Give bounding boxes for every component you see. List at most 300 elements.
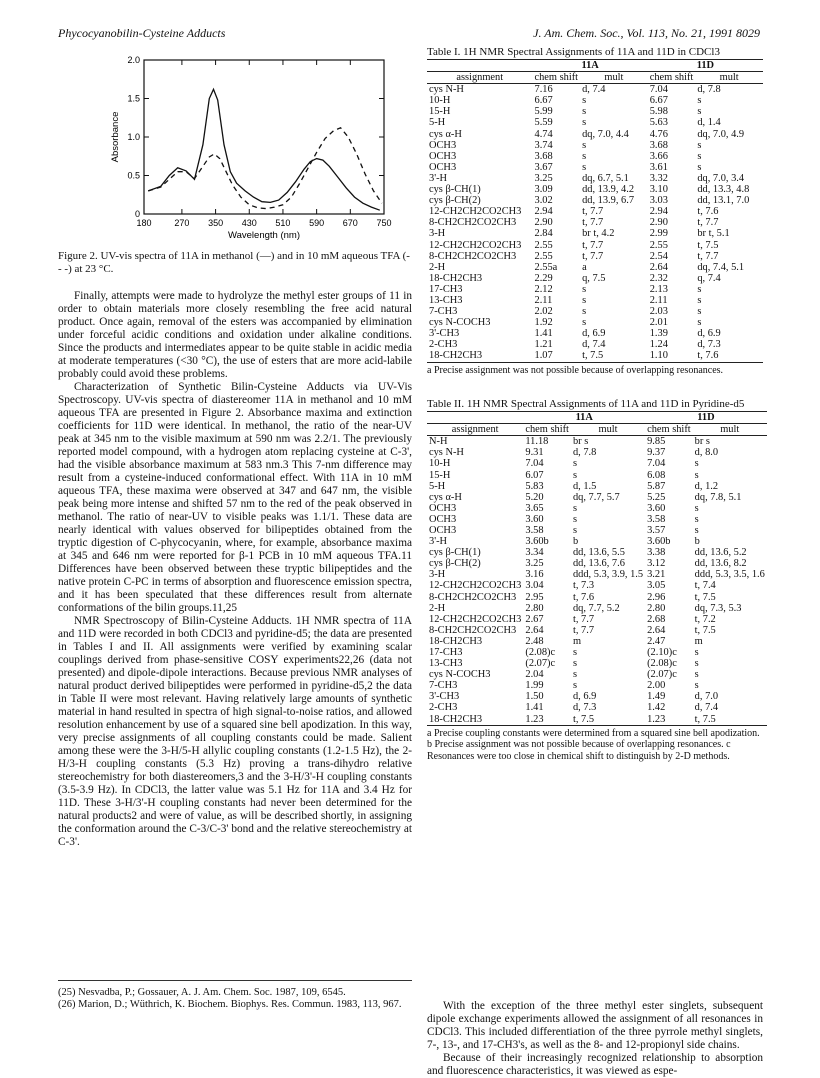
table2-group-11a: 11A	[523, 412, 645, 424]
shift-cell: 2.00	[647, 680, 666, 692]
mult-cell: d, 8.0	[694, 447, 719, 459]
assignment-cell: 3'-CH3	[429, 691, 460, 703]
mult-cell: t, 7.7	[697, 250, 719, 262]
table-row	[427, 151, 763, 162]
shift-cell: 2.11	[649, 294, 668, 306]
shift-cell: 1.42	[647, 702, 666, 714]
mult-cell: t, 7.7	[582, 206, 604, 218]
shift-cell: 5.87	[647, 480, 666, 492]
assignment-cell: 5-H	[429, 480, 446, 492]
shift-cell: 7.16	[534, 84, 553, 96]
mult-cell: dd, 13.1, 7.0	[697, 195, 750, 207]
shift-cell: 3.60b	[525, 536, 549, 548]
series-methanol-line	[148, 89, 380, 210]
shift-cell: 2.54	[649, 250, 668, 262]
y-axis-label: Absorbance	[110, 111, 121, 163]
assignment-cell: 12-CH2CH2CO2CH3	[429, 613, 522, 625]
mult-cell: dd, 13.6, 7.6	[572, 558, 625, 570]
shift-cell: 6.08	[647, 469, 666, 481]
shift-cell: 5.63	[649, 117, 668, 129]
table1-col-shift-11d: chem shift	[649, 72, 694, 84]
shift-cell: 3.58	[647, 513, 666, 525]
mult-cell: m	[694, 635, 703, 647]
mult-cell: dq, 7.4, 5.1	[697, 261, 745, 273]
assignment-cell: 15-H	[429, 469, 451, 481]
table-row	[427, 481, 767, 492]
mult-cell: s	[582, 95, 587, 107]
assignment-cell: OCH3	[429, 524, 457, 536]
table-row	[427, 206, 763, 217]
shift-cell: 5.98	[649, 106, 668, 118]
table-row	[427, 262, 763, 273]
mult-cell: s	[697, 95, 702, 107]
shift-cell: 3.68	[649, 139, 668, 151]
table-row	[427, 714, 767, 726]
assignment-cell: 3'-CH3	[429, 328, 460, 340]
mult-cell: d, 1.2	[694, 480, 719, 492]
mult-cell: t, 7.4	[694, 580, 716, 592]
x-axis-label: Wavelength (nm)	[228, 230, 300, 241]
mult-cell: s	[697, 306, 702, 318]
running-head-right: J. Am. Chem. Soc., Vol. 113, No. 21, 1991 8029	[533, 26, 760, 40]
shift-cell: 1.99	[525, 680, 544, 692]
shift-cell: 3.21	[647, 569, 666, 581]
body-paragraph: With the exception of the three methyl ester singlets, subsequent dipole exchange experiments allowed the assignment of all resonances in CDCl3. This included differentiation of the three pyrrole methyl singlets, 7-, 13-, and 17-CH3's, as well as the 8- and 12-propionyl side chains.	[427, 1000, 763, 1051]
shift-cell: 3.16	[525, 569, 544, 581]
mult-cell: dq, 7.7, 5.2	[572, 602, 620, 614]
y-tick-label: 0.5	[127, 170, 140, 181]
table2-col-shift-11d: chem shift	[647, 424, 691, 436]
mult-cell: b	[694, 536, 700, 548]
x-tick-label: 350	[208, 218, 224, 228]
shift-cell: 2.64	[647, 624, 666, 636]
assignment-cell: 8-CH2CH2CO2CH3	[429, 217, 517, 229]
table-row	[427, 547, 767, 558]
assignment-cell: 17-CH3	[429, 283, 463, 295]
mult-cell: dq, 7.7, 5.7	[572, 491, 620, 503]
mult-cell: t, 7.5	[694, 591, 716, 603]
table-row	[427, 240, 763, 251]
x-tick-label: 180	[136, 218, 152, 228]
mult-cell: s	[582, 294, 587, 306]
table-row	[427, 173, 763, 184]
shift-cell: 3.66	[649, 150, 668, 162]
mult-cell: t, 7.6	[695, 350, 763, 362]
assignment-cell: cys N-H	[429, 447, 464, 459]
table-row	[427, 625, 767, 636]
assignment-cell: cys α-H	[429, 128, 462, 140]
mult-cell: t, 7.6	[697, 206, 719, 218]
table-row	[427, 636, 767, 647]
mult-cell: dq, 7.3, 5.3	[694, 602, 742, 614]
mult-cell: s	[697, 150, 702, 162]
mult-cell: d, 7.8	[572, 447, 597, 459]
mult-cell: dd, 13.3, 4.8	[697, 184, 750, 196]
x-tick-label: 270	[174, 218, 190, 228]
mult-cell: d, 7.8	[697, 84, 721, 96]
table-row	[427, 503, 767, 514]
mult-cell: dq, 6.7, 5.1	[582, 172, 629, 184]
assignment-cell: 7-CH3	[429, 306, 458, 318]
shift-cell: 4.76	[649, 128, 668, 140]
mult-cell: d, 7.3	[697, 339, 721, 351]
plot-frame	[144, 60, 384, 214]
assignment-cell: cys β-CH(2)	[429, 195, 481, 207]
shift-cell: 9.31	[525, 447, 544, 459]
table-row	[427, 658, 767, 669]
shift-cell: 2.48	[525, 635, 544, 647]
shift-cell: 1.10	[648, 350, 696, 362]
shift-cell: 2.64	[525, 624, 544, 636]
mult-cell: dq, 7.0, 3.4	[697, 172, 745, 184]
figure-caption: Figure 2. UV-vis spectra of 11A in methanol (—) and in 10 mM aqueous TFA (- - -) at 23 °C.	[58, 250, 410, 275]
shift-cell: 3.05	[647, 580, 666, 592]
table-row	[427, 117, 763, 128]
y-tick-label: 2.0	[127, 55, 140, 65]
shift-cell: 4.74	[534, 128, 553, 140]
shift-cell: 2.02	[534, 306, 553, 318]
mult-cell: s	[694, 524, 699, 536]
table-row	[427, 647, 767, 658]
mult-cell: t, 7.7	[572, 624, 595, 636]
assignment-cell: 3-H	[429, 569, 446, 581]
table-row	[427, 184, 763, 195]
references	[58, 980, 412, 1011]
table-row	[427, 106, 763, 117]
shift-cell: 1.21	[534, 339, 553, 351]
shift-cell: 3.10	[649, 184, 668, 196]
mult-cell: t, 7.3	[572, 580, 595, 592]
shift-cell: 5.25	[647, 491, 666, 503]
shift-cell: 3.68	[534, 150, 553, 162]
mult-cell: d, 6.9	[697, 328, 721, 340]
mult-cell: s	[572, 469, 577, 481]
mult-cell: s	[694, 647, 699, 658]
mult-cell: s	[582, 161, 587, 173]
shift-cell: 1.23	[523, 714, 571, 726]
shift-cell: 1.24	[649, 339, 668, 351]
mult-cell: t, 7.7	[582, 239, 604, 251]
mult-cell: s	[572, 647, 577, 658]
mult-cell: s	[582, 150, 587, 162]
table1-group-11d: 11D	[648, 60, 763, 72]
table-row	[427, 569, 767, 580]
mult-cell: s	[697, 317, 702, 329]
assignment-cell: 13-CH3	[429, 658, 463, 670]
table-row	[427, 514, 767, 525]
shift-cell: 2.11	[534, 294, 553, 306]
shift-cell: 2.84	[534, 228, 553, 240]
y-tick-label: 1.5	[127, 93, 140, 104]
shift-cell: 1.07	[533, 350, 581, 362]
assignment-cell: OCH3	[429, 150, 457, 162]
x-tick-label: 750	[376, 218, 392, 228]
mult-cell: s	[694, 469, 699, 481]
assignment-cell: 2-H	[429, 261, 446, 273]
mult-cell: s	[572, 680, 577, 692]
mult-cell: s	[694, 680, 699, 692]
table2-title: Table II. 1H NMR Spectral Assignments of 11A and 11D in Pyridine-d5	[427, 398, 745, 411]
assignment-cell: 12-CH2CH2CO2CH3	[429, 580, 522, 592]
table2	[427, 411, 767, 726]
shift-cell: (2.10)c	[647, 647, 677, 658]
assignment-cell: 2-CH3	[429, 702, 458, 714]
shift-cell: 3.60	[525, 513, 544, 525]
table-row	[427, 525, 767, 536]
shift-cell: (2.07)c	[525, 658, 556, 670]
shift-cell: 7.04	[647, 458, 666, 470]
shift-cell: 6.67	[649, 95, 668, 107]
mult-cell: d, 6.9	[582, 328, 606, 340]
shift-cell: 2.55	[534, 250, 553, 262]
shift-cell: 3.34	[525, 547, 544, 559]
table2-col-mult-11d: mult	[693, 424, 767, 436]
shift-cell: 5.20	[525, 491, 544, 503]
table-row	[427, 614, 767, 625]
assignment-cell: cys β-CH(1)	[429, 184, 481, 196]
assignment-cell: 2-CH3	[429, 339, 458, 351]
mult-cell: d, 7.4	[582, 339, 606, 351]
shift-cell: 1.41	[534, 328, 553, 340]
assignment-cell: 13-CH3	[429, 294, 463, 306]
shift-cell: 2.95	[525, 591, 544, 603]
shift-cell: 2.96	[647, 591, 666, 603]
tables-column	[427, 46, 763, 762]
mult-cell: dd, 13.6, 5.5	[572, 547, 625, 559]
mult-cell: t, 7.2	[694, 613, 716, 625]
assignment-cell: 15-H	[429, 106, 451, 118]
mult-cell: s	[582, 106, 587, 118]
shift-cell: 2.55a	[534, 261, 558, 273]
mult-cell: d, 7.4	[694, 702, 719, 714]
mult-cell: s	[697, 139, 702, 151]
shift-cell: 2.64	[649, 261, 668, 273]
shift-cell: 3.61	[649, 161, 668, 173]
assignment-cell: 18-CH2CH3	[429, 272, 483, 284]
shift-cell: 2.90	[534, 217, 553, 229]
table-row	[427, 140, 763, 151]
table1-group-11a: 11A	[533, 60, 648, 72]
mult-cell: t, 7.5	[693, 714, 767, 726]
mult-cell: s	[572, 458, 577, 470]
shift-cell: 3.25	[534, 172, 553, 184]
table-row	[427, 492, 767, 503]
mult-cell: br s	[694, 436, 710, 448]
mult-cell: dd, 13.6, 8.2	[694, 558, 747, 570]
table-row	[427, 195, 763, 206]
table-row	[427, 447, 767, 458]
assignment-cell: 8-CH2CH2CO2CH3	[429, 624, 517, 636]
mult-cell: s	[582, 317, 587, 329]
mult-cell: s	[572, 513, 577, 525]
mult-cell: s	[697, 283, 702, 295]
mult-cell: s	[572, 502, 577, 514]
mult-cell: d, 7.3	[572, 702, 597, 714]
shift-cell: 2.80	[525, 602, 544, 614]
table-row	[427, 470, 767, 481]
mult-cell: s	[572, 669, 577, 681]
table-row	[427, 558, 767, 569]
mult-cell: a	[582, 261, 587, 273]
mult-cell: dd, 13.9, 6.7	[582, 195, 635, 207]
assignment-cell: cys α-H	[429, 491, 462, 503]
mult-cell: q, 7.5	[582, 272, 606, 284]
mult-cell: dq, 7.0, 4.4	[582, 128, 629, 140]
mult-cell: t, 7.7	[697, 217, 719, 229]
y-tick-label: 1.0	[127, 132, 140, 142]
shift-cell: 2.55	[534, 239, 553, 251]
table-row	[427, 228, 763, 239]
table-row	[427, 339, 763, 350]
series-tfa-line	[148, 128, 382, 209]
mult-cell: br t, 4.2	[582, 228, 615, 240]
mult-cell: s	[582, 306, 587, 318]
assignment-cell: 17-CH3	[429, 647, 463, 658]
assignment-cell: 18-CH2CH3	[429, 635, 483, 647]
mult-cell: t, 7.5	[697, 239, 719, 251]
assignment-cell: 8-CH2CH2CO2CH3	[429, 591, 517, 603]
assignment-cell: 3-H	[429, 228, 446, 240]
assignment-cell: 10-H	[429, 95, 451, 107]
mult-cell: t, 7.5	[580, 350, 648, 362]
assignment-cell: cys β-CH(1)	[429, 547, 481, 559]
shift-cell: 2.47	[647, 635, 666, 647]
shift-cell: 5.83	[525, 480, 544, 492]
mult-cell: dd, 13.9, 4.2	[582, 184, 635, 196]
assignment-cell: OCH3	[429, 513, 457, 525]
mult-cell: s	[694, 502, 699, 514]
mult-cell: s	[697, 106, 702, 118]
mult-cell: s	[694, 513, 699, 525]
assignment-cell: 2-H	[429, 602, 446, 614]
shift-cell: (2.07)c	[647, 669, 677, 681]
mult-cell: dq, 7.0, 4.9	[697, 128, 745, 140]
table-row	[427, 217, 763, 228]
table-row	[427, 284, 763, 295]
mult-cell: d, 1.4	[697, 117, 721, 129]
x-tick-label: 670	[342, 218, 358, 228]
shift-cell: 2.67	[525, 613, 544, 625]
assignment-cell: 18-CH2CH3	[427, 714, 523, 726]
table-row	[427, 162, 763, 173]
mult-cell: br t, 5.1	[697, 228, 730, 240]
table-row	[427, 295, 763, 306]
mult-cell: t, 7.7	[582, 250, 604, 262]
mult-cell: s	[572, 658, 577, 670]
table-row	[427, 273, 763, 284]
assignment-cell: 3'-H	[429, 536, 448, 548]
shift-cell: 2.29	[534, 272, 553, 284]
mult-cell: s	[697, 161, 702, 173]
mult-cell: dq, 7.8, 5.1	[694, 491, 742, 503]
shift-cell: 3.12	[647, 558, 666, 570]
assignment-cell: OCH3	[429, 502, 457, 514]
table2-col-mult: mult	[571, 424, 645, 436]
table1-col-assignment: assignment	[427, 72, 533, 84]
table-row	[427, 680, 767, 691]
shift-cell: 1.41	[525, 702, 544, 714]
x-tick-label: 590	[309, 218, 325, 228]
table-row	[427, 436, 767, 448]
mult-cell: t, 7.5	[571, 714, 645, 726]
body-paragraph: Characterization of Synthetic Bilin-Cysteine Adducts via UV-Vis Spectroscopy. UV-vis spectra of diastereomer 11A in methanol and 10 mM aqueous TFA are presented in Figure 2. Absorbance maxima and extinction coefficients for 11D were identical. In methanol, the ratio of the near-UV peak at 345 nm to the visible maximum at 590 nm was 2.2/1. The previously reported model compound, with a hydrogen atom replacing cysteine at C-3', had the visible absorbance maximum at 583 nm.3 This 7-nm difference may result from a cysteine-induced conformational effect. With 11A in 10 mM aqueous TFA, these maxima were observed at 347 and 647 nm, the visible peak being more intense and shifted 57 nm to the red of the peak observed in methanol. The ratio of near-UV to visible peaks was 1.1/1. These data are nearly identical with values observed for bilipeptides obtained from the tryptic digestion of C-phycocyanin, where, for example, absorbance maxima at 345 and 646 nm were reported for β-1 PCB in 10 mM aqueous TFA.11 Differences have been observed between these tryptic bilipeptides and the native protein C-PC in terms of absorption and fluorescence emission spectra, and it has been speculated that these differences result from alternate conformations of the bilin groups.11,25	[58, 381, 412, 614]
assignment-cell: 10-H	[429, 458, 451, 470]
mult-cell: s	[582, 283, 587, 295]
right-column-text	[427, 1000, 763, 1078]
assignment-cell: 3'-H	[429, 172, 448, 184]
shift-cell: 2.94	[534, 206, 553, 218]
shift-cell: 1.39	[649, 328, 668, 340]
table-row	[427, 317, 763, 328]
mult-cell: br s	[572, 436, 589, 448]
assignment-cell: 5-H	[429, 117, 446, 129]
shift-cell: 3.02	[534, 195, 553, 207]
shift-cell: 1.50	[525, 691, 544, 703]
shift-cell: 2.12	[534, 283, 553, 295]
shift-cell: 3.38	[647, 547, 666, 559]
shift-cell: 3.67	[534, 161, 553, 173]
assignment-cell: OCH3	[429, 161, 457, 173]
assignment-cell: cys N-COCH3	[429, 317, 491, 329]
mult-cell: t, 7.7	[572, 613, 595, 625]
mult-cell: m	[572, 635, 582, 647]
assignment-cell: cys β-CH(2)	[429, 558, 481, 570]
shift-cell: 7.04	[649, 84, 668, 96]
x-tick-label: 510	[275, 218, 291, 228]
shift-cell: 2.13	[649, 283, 668, 295]
table-row	[427, 350, 763, 362]
table-row	[427, 702, 767, 713]
mult-cell: t, 7.6	[572, 591, 595, 603]
table-row	[427, 458, 767, 469]
assignment-cell: cys N-H	[429, 84, 464, 96]
body-paragraph: Because of their increasingly recognized relationship to absorption and fluorescence characteristics, it was viewed as espe-	[427, 1052, 763, 1077]
table-row	[427, 251, 763, 262]
reference-item: (25) Nesvadba, P.; Gossauer, A. J. Am. Chem. Soc. 1987, 109, 6545.	[58, 987, 346, 998]
shift-cell: (2.08)c	[647, 658, 677, 670]
shift-cell: 5.99	[534, 106, 553, 118]
shift-cell: 2.01	[649, 317, 668, 329]
mult-cell: s	[694, 658, 699, 670]
table-row	[427, 306, 763, 317]
shift-cell: 2.94	[649, 206, 668, 218]
mult-cell: ddd, 5.3, 3.5, 1.6	[694, 569, 765, 581]
shift-cell: 9.85	[647, 436, 666, 448]
table-row	[427, 84, 763, 96]
shift-cell: 3.60	[647, 502, 666, 514]
table-row	[427, 603, 767, 614]
shift-cell: 9.37	[647, 447, 666, 459]
shift-cell: 3.09	[534, 184, 553, 196]
table-row	[427, 669, 767, 680]
mult-cell: s	[697, 294, 702, 306]
shift-cell: 3.25	[525, 558, 544, 570]
mult-cell: q, 7.4	[697, 272, 721, 284]
assignment-cell: 12-CH2CH2CO2CH3	[429, 239, 522, 251]
assignment-cell: 12-CH2CH2CO2CH3	[429, 206, 522, 218]
shift-cell: 11.18	[525, 436, 549, 448]
shift-cell: 2.55	[649, 239, 668, 251]
mult-cell: s	[572, 524, 577, 536]
assignment-cell: OCH3	[429, 139, 457, 151]
x-tick-label: 430	[241, 218, 257, 228]
shift-cell: 2.32	[649, 272, 668, 284]
shift-cell: 3.32	[649, 172, 668, 184]
mult-cell: d, 7.0	[694, 691, 719, 703]
mult-cell: t, 7.5	[694, 624, 716, 636]
table1	[427, 59, 763, 363]
table-row	[427, 691, 767, 702]
